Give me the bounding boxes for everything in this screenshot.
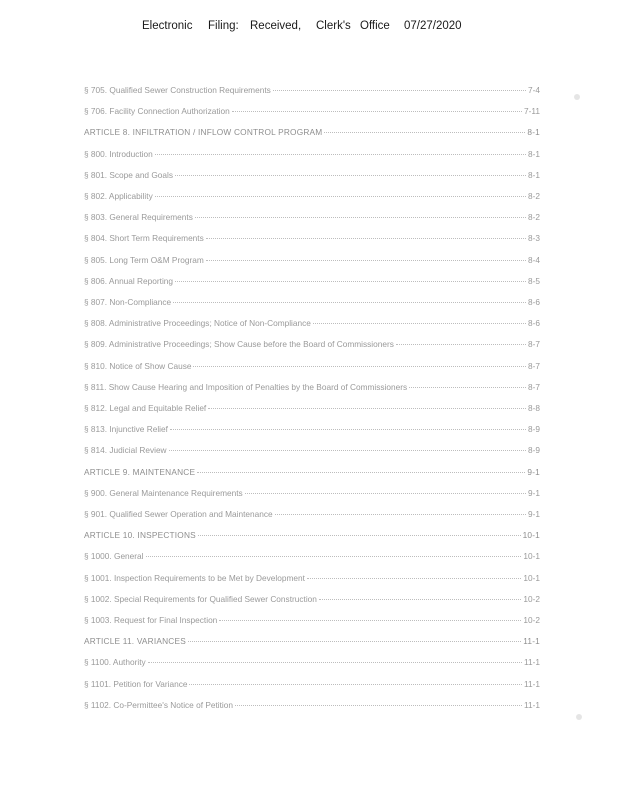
stamp-date: 07/27/2020 [404, 20, 462, 32]
toc-dot-leader [197, 472, 525, 473]
toc-entry [84, 593, 540, 605]
toc-entry-title: § 1101. Petition for Variance [84, 678, 188, 689]
toc-entry-page: 8-6 [528, 297, 540, 307]
toc-dot-leader [170, 429, 526, 430]
toc-dot-leader [324, 132, 525, 133]
toc-entry-page: 8-9 [528, 424, 540, 435]
toc-entry-page: 8-3 [528, 233, 540, 244]
stamp-word-electronic: Electronic [142, 20, 193, 32]
toc-entry-page: 8-5 [528, 275, 540, 286]
toc-article-heading [84, 529, 540, 541]
toc-entry-title: ARTICLE 10. INSPECTIONS [84, 530, 196, 541]
toc-article-heading [84, 466, 540, 478]
toc-entry [84, 296, 540, 308]
toc-entry [84, 275, 540, 287]
toc-dot-leader [173, 302, 526, 303]
toc-entry-page: 8-8 [528, 403, 540, 413]
scan-speck [576, 714, 582, 720]
toc-entry-page: 8-7 [528, 339, 540, 350]
toc-entry-page: 8-1 [528, 169, 540, 180]
toc-dot-leader [148, 662, 522, 663]
toc-entry-title: § 802. Applicability [84, 191, 153, 201]
toc-entry-page: 11-1 [524, 678, 540, 689]
toc-entry-title: ARTICLE 9. MAINTENANCE [84, 466, 196, 477]
toc-entry-title: § 1000. General [84, 551, 144, 562]
toc-entry-title: § 812. Legal and Equitable Relief [84, 403, 207, 413]
toc-entry [84, 84, 540, 96]
toc-entry-page: 10-2 [523, 615, 540, 625]
toc-entry-page: 8-1 [527, 127, 540, 138]
toc-entry-title: § 803. General Requirements [84, 212, 193, 223]
toc-entry-title: § 901. Qualified Sewer Operation and Maintenance [84, 509, 273, 519]
toc-entry [84, 678, 540, 690]
toc-entry-page: 8-9 [528, 445, 540, 456]
toc-dot-leader [188, 641, 521, 642]
stamp-word-filing: Filing: [208, 20, 239, 32]
toc-entry-title: § 900. General Maintenance Requirements [84, 487, 243, 498]
toc-entry-title: ARTICLE 8. INFILTRATION / INFLOW CONTROL PROGRAM [84, 127, 323, 138]
toc-entry-title: ARTICLE 11. VARIANCES [84, 636, 186, 647]
toc-entry-title: § 705. Qualified Sewer Construction Requirements [84, 85, 271, 95]
toc-dot-leader [409, 387, 526, 388]
toc-article-heading [84, 126, 540, 138]
toc-entry-page: 9-1 [527, 466, 540, 477]
toc-dot-leader [396, 344, 526, 345]
toc-entry-page: 11-1 [523, 636, 540, 647]
toc-entry-title: § 806. Annual Reporting [84, 275, 174, 286]
toc-entry-title: § 1001. Inspection Requirements to be Met by Development [84, 572, 305, 583]
toc-entry [84, 211, 540, 223]
toc-entry-page: 8-2 [528, 212, 540, 223]
toc-dot-leader [146, 556, 522, 557]
toc-dot-leader [195, 217, 526, 218]
toc-entry-page: 8-6 [528, 318, 540, 329]
toc-entry-title: § 801. Scope and Goals [84, 169, 174, 180]
toc-entry-page: 8-4 [528, 254, 540, 265]
toc-dot-leader [235, 705, 522, 706]
toc-entry [84, 656, 540, 668]
toc-entry-title: § 1102. Co-Permittee's Notice of Petition [84, 699, 234, 710]
toc-dot-leader [245, 493, 526, 494]
toc-dot-leader [206, 238, 526, 239]
toc-entry-title: § 811. Show Cause Hearing and Imposition of Penalties by the Board of Commissioners [84, 381, 408, 392]
toc-entry-title: § 805. Long Term O&M Program [84, 254, 204, 265]
stamp-word-office: Office [360, 20, 390, 32]
toc-dot-leader [198, 535, 521, 536]
toc-dot-leader [208, 408, 526, 409]
toc-entry-title: § 807. Non-Compliance [84, 297, 172, 307]
toc-entry [84, 360, 540, 372]
toc-entry [84, 444, 540, 456]
toc-entry [84, 487, 540, 499]
toc-dot-leader [206, 260, 526, 261]
toc-entry-page: 8-1 [528, 148, 540, 159]
toc-entry-page: 9-1 [528, 487, 540, 498]
toc-entry [84, 148, 540, 160]
toc-entry [84, 508, 540, 520]
toc-entry-title: § 800. Introduction [84, 148, 153, 159]
toc-entry [84, 402, 540, 414]
toc-entry-page: 8-7 [528, 360, 540, 371]
toc-entry [84, 572, 540, 584]
toc-entry [84, 614, 540, 626]
toc-entry-title: § 1002. Special Requirements for Qualified Sewer Construction [84, 593, 317, 604]
stamp-word-received: Received, [250, 20, 302, 32]
toc-entry [84, 254, 540, 266]
toc-entry [84, 550, 540, 562]
toc-dot-leader [169, 450, 526, 451]
toc-dot-leader [307, 578, 521, 579]
toc-entry-page: 11-1 [524, 699, 540, 710]
toc-entry [84, 699, 540, 711]
toc-entry-page: 8-2 [528, 191, 540, 201]
toc-entry-page: 10-1 [523, 572, 540, 583]
toc-entry [84, 232, 540, 244]
toc-dot-leader [275, 514, 526, 515]
toc-entry [84, 381, 540, 393]
toc-entry-page: 11-1 [524, 657, 540, 668]
toc-dot-leader [273, 90, 526, 91]
toc-dot-leader [155, 196, 526, 197]
toc-entry [84, 338, 540, 350]
toc-entry-title: § 1003. Request for Final Inspection [84, 615, 218, 625]
toc-article-heading [84, 635, 540, 647]
toc-dot-leader [175, 175, 526, 176]
toc-entry-title: § 813. Injunctive Relief [84, 424, 168, 435]
toc-entry-title: § 810. Notice of Show Cause [84, 360, 192, 371]
toc-entry-page: 9-1 [528, 509, 540, 519]
toc-entry-title: § 809. Administrative Proceedings; Show Cause before the Board of Commissioners [84, 339, 394, 350]
toc-entry-page: 7-4 [528, 85, 540, 95]
toc-dot-leader [189, 684, 522, 685]
toc-entry [84, 423, 540, 435]
toc-entry [84, 190, 540, 202]
toc-dot-leader [313, 323, 526, 324]
toc-entry-page: 7-11 [524, 106, 540, 117]
toc-entry [84, 105, 540, 117]
scan-speck [574, 94, 580, 100]
toc-entry-page: 10-2 [523, 593, 540, 604]
toc-entry-title: § 808. Administrative Proceedings; Notice of Non-Compliance [84, 318, 311, 329]
toc-entry [84, 169, 540, 181]
toc-dot-leader [175, 281, 526, 282]
toc-dot-leader [232, 111, 522, 112]
toc-dot-leader [219, 620, 521, 621]
toc-entry-title: § 1100. Authority [84, 657, 146, 668]
stamp-word-clerks: Clerk's [316, 20, 351, 32]
toc-entry-page: 10-1 [522, 530, 540, 541]
toc-entry [84, 317, 540, 329]
toc-entry-page: 10-1 [523, 551, 540, 562]
toc-dot-leader [319, 599, 521, 600]
toc-dot-leader [193, 366, 526, 367]
toc-dot-leader [155, 154, 526, 155]
toc-entry-title: § 814. Judicial Review [84, 445, 167, 456]
toc-entry-title: § 706. Facility Connection Authorization [84, 106, 230, 117]
toc-entry-title: § 804. Short Term Requirements [84, 233, 204, 244]
toc-entry-page: 8-7 [528, 381, 540, 392]
